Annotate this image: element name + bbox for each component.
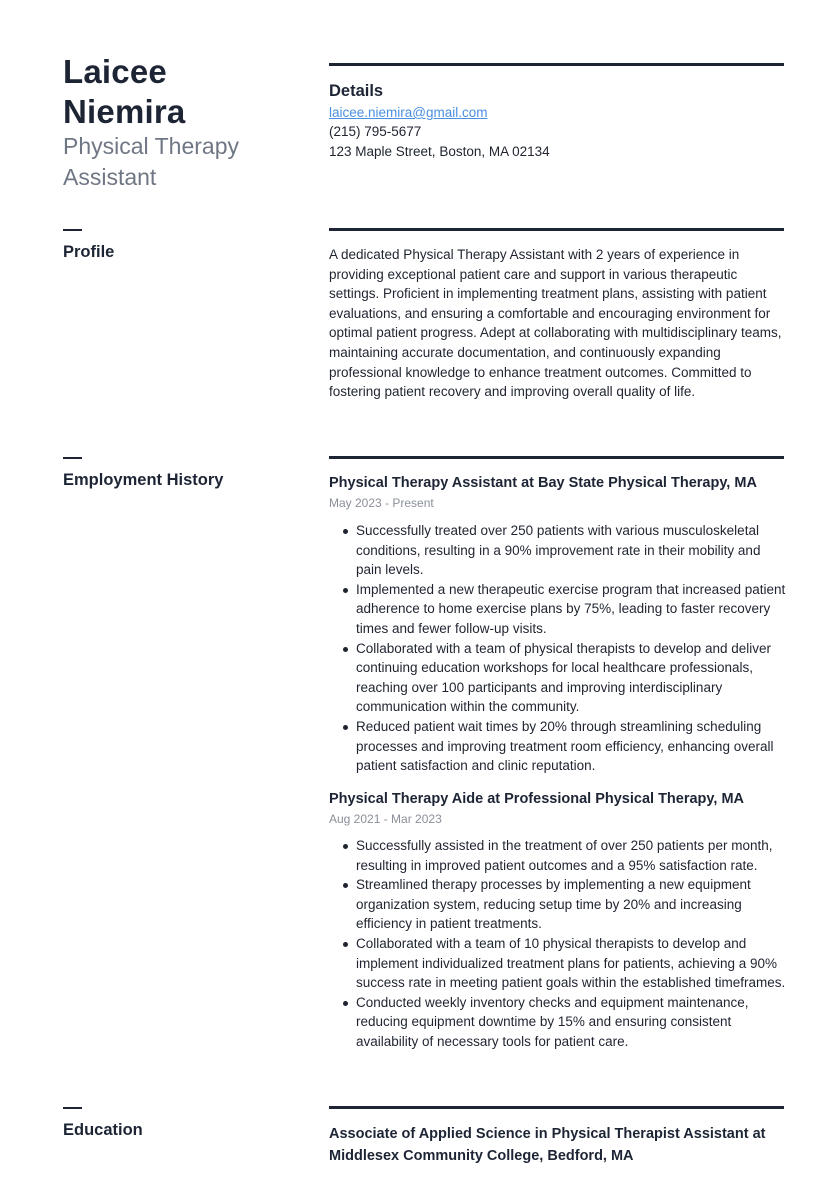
education-degree: Associate of Applied Science in Physical Therapist Assistant at Middlesex Community College, Bedford, MA: [329, 1126, 766, 1164]
bullet-item: Streamlined therapy processes by implementing a new equipment organization system, reducing setup time by 20% and increasing efficiency in patient treatments.: [329, 875, 787, 934]
profile-divider: [329, 228, 784, 231]
profile-heading: Profile: [63, 243, 115, 261]
job-bullets: [329, 521, 787, 776]
bullet-item: Implemented a new therapeutic exercise program that increased patient adherence to home exercise plans by 75%, leading to faster recovery times and fewer follow-up visits.: [329, 580, 787, 639]
job-title: Physical Therapy Assistant at Bay State Physical Therapy, MA: [329, 475, 757, 491]
email-link[interactable]: laicee.niemira@gmail.com: [329, 105, 488, 120]
phone-number: (215) 795-5677: [329, 124, 422, 139]
candidate-name: Laicee Niemira: [63, 53, 186, 130]
job-dates: Aug 2021 - Mar 2023: [329, 812, 442, 826]
address: 123 Maple Street, Boston, MA 02134: [329, 144, 550, 159]
bullet-item: Conducted weekly inventory checks and equipment maintenance, reducing equipment downtime by 15% and ensuring consistent availability of necessary tools for patient care.: [329, 993, 787, 1052]
details-divider: [329, 63, 784, 66]
job-dates: May 2023 - Present: [329, 496, 434, 510]
employment-divider: [329, 456, 784, 459]
profile-dash: [63, 229, 82, 231]
candidate-title: Physical Therapy Assistant: [63, 133, 239, 190]
details-heading: Details: [329, 82, 384, 100]
education-dash: [63, 1107, 82, 1109]
bullet-item: Collaborated with a team of physical therapists to develop and deliver continuing education workshops for local healthcare professionals, reaching over 100 participants and improving interdisciplinary communication within the community.: [329, 639, 787, 717]
job-bullets: [329, 836, 787, 1052]
bullet-item: Successfully assisted in the treatment of over 250 patients per month, resulting in improved patient outcomes and a 95% satisfaction rate.: [329, 836, 787, 875]
employment-dash: [63, 457, 82, 459]
bullet-item: Successfully treated over 250 patients with various musculoskeletal conditions, resulting in a 90% improvement rate in their mobility and pain levels.: [329, 521, 787, 580]
education-heading: Education: [63, 1121, 143, 1139]
education-divider: [329, 1106, 784, 1109]
job-title: Physical Therapy Aide at Professional Physical Therapy, MA: [329, 791, 745, 807]
bullet-item: Reduced patient wait times by 20% through streamlining scheduling processes and improving treatment room efficiency, enhancing overall patient satisfaction and clinic reputation.: [329, 717, 787, 776]
bullet-item: Collaborated with a team of 10 physical therapists to develop and implement individualized treatment plans for patients, achieving a 90% success rate in meeting patient goals within the established timeframes.: [329, 934, 787, 993]
employment-heading: Employment History: [63, 471, 224, 489]
profile-text: A dedicated Physical Therapy Assistant with 2 years of experience in providing exceptional patient care and support in various therapeutic settings. Proficient in implementing treatment plans, assisting with patient evaluations, and ensuring a comfortable and encouraging environment for optimal patient progress. Adept at collaborating with multidisciplinary teams, maintaining accurate documentation, and continuously expanding professional knowledge to enhance treatment outcomes. Committed to fostering patient recovery and improving overall quality of life.: [329, 247, 782, 400]
